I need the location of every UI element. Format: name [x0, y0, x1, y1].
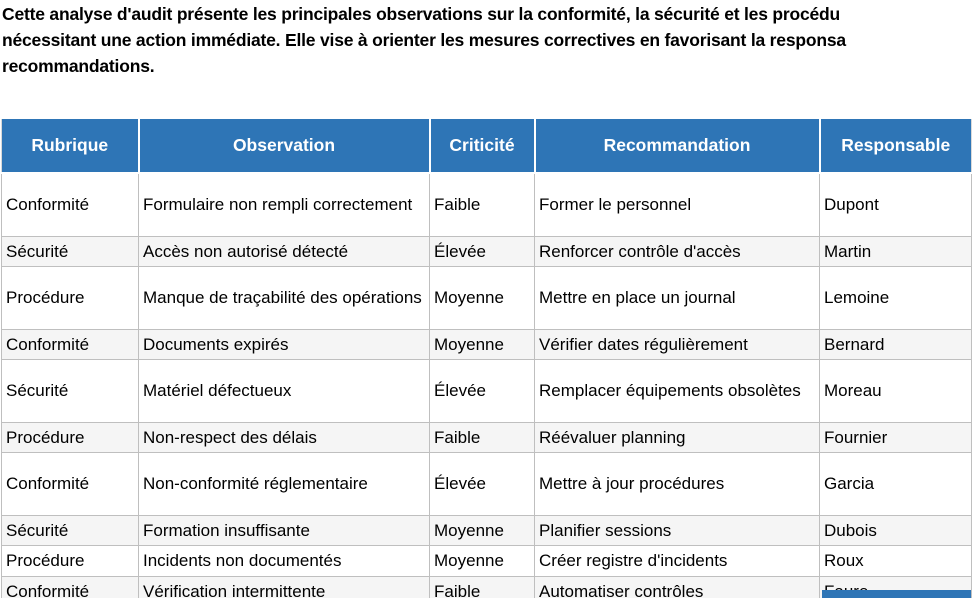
table-cell: Élevée: [430, 236, 535, 266]
intro-line-1: Cette analyse d'audit présente les principales observations sur la conformité, la sécurité et les procédu: [2, 4, 841, 24]
table-cell: Conformité: [2, 576, 139, 598]
table-row: [2, 173, 972, 236]
table-cell: Moyenne: [430, 266, 535, 329]
table-cell: Vérifier dates régulièrement: [535, 329, 820, 359]
table-cell: Manque de traçabilité des opérations: [139, 266, 430, 329]
table-cell: Matériel défectueux: [139, 359, 430, 422]
table-cell: Faible: [430, 576, 535, 598]
table-header-row: [2, 118, 972, 173]
table-cell: Lemoine: [820, 266, 972, 329]
table-cell: Procédure: [2, 266, 139, 329]
table-cell: Mettre en place un journal: [535, 266, 820, 329]
intro-line-3: recommandations.: [2, 56, 155, 76]
column-header-criticite: Criticité: [430, 118, 535, 173]
table-body: [2, 173, 972, 598]
table-cell: Dupont: [820, 173, 972, 236]
table-cell: Faible: [430, 422, 535, 452]
table-cell: Bernard: [820, 329, 972, 359]
table-cell: Dubois: [820, 515, 972, 545]
table-row: [2, 515, 972, 545]
table-row: [2, 266, 972, 329]
table-cell: Fournier: [820, 422, 972, 452]
table-row: [2, 545, 972, 576]
table-cell: Conformité: [2, 329, 139, 359]
table-row: [2, 422, 972, 452]
audit-table: [1, 117, 972, 598]
table-cell: Sécurité: [2, 515, 139, 545]
table-cell: Former le personnel: [535, 173, 820, 236]
table-cell: Moyenne: [430, 329, 535, 359]
column-header-recommandation: Recommandation: [535, 118, 820, 173]
table-cell: Garcia: [820, 452, 972, 515]
table-cell: Automatiser contrôles: [535, 576, 820, 598]
table-cell: Formation insuffisante: [139, 515, 430, 545]
table-cell: Mettre à jour procédures: [535, 452, 820, 515]
table-row: [2, 452, 972, 515]
table-cell: Incidents non documentés: [139, 545, 430, 576]
table-cell: Non-respect des délais: [139, 422, 430, 452]
table-row: [2, 359, 972, 422]
column-header-responsable: Responsable: [820, 118, 972, 173]
clipped-blue-bar: [822, 590, 971, 598]
intro-line-2: nécessitant une action immédiate. Elle vise à orienter les mesures correctives en favorisant la responsa: [2, 30, 846, 50]
table-cell: Moreau: [820, 359, 972, 422]
table-cell: Réévaluer planning: [535, 422, 820, 452]
table-cell: Procédure: [2, 545, 139, 576]
table-cell: Accès non autorisé détecté: [139, 236, 430, 266]
table-cell: Procédure: [2, 422, 139, 452]
table-cell: Renforcer contrôle d'accès: [535, 236, 820, 266]
table-cell: Créer registre d'incidents: [535, 545, 820, 576]
table-cell: Planifier sessions: [535, 515, 820, 545]
table-cell: Faible: [430, 173, 535, 236]
intro-paragraph: [2, 1, 973, 79]
table-cell: Martin: [820, 236, 972, 266]
table-cell: Élevée: [430, 359, 535, 422]
table-cell: Formulaire non rempli correctement: [139, 173, 430, 236]
table-cell: Remplacer équipements obsolètes: [535, 359, 820, 422]
table-cell: Conformité: [2, 173, 139, 236]
table-cell: Conformité: [2, 452, 139, 515]
table-cell: Vérification intermittente: [139, 576, 430, 598]
table-cell: Moyenne: [430, 545, 535, 576]
table-cell: Documents expirés: [139, 329, 430, 359]
table-row: [2, 236, 972, 266]
table-cell: Non-conformité réglementaire: [139, 452, 430, 515]
table-cell: Élevée: [430, 452, 535, 515]
table-cell: Roux: [820, 545, 972, 576]
table-cell: Sécurité: [2, 359, 139, 422]
table-cell: Moyenne: [430, 515, 535, 545]
column-header-observation: Observation: [139, 118, 430, 173]
column-header-rubrique: Rubrique: [2, 118, 139, 173]
table-row: [2, 329, 972, 359]
table-cell: Sécurité: [2, 236, 139, 266]
